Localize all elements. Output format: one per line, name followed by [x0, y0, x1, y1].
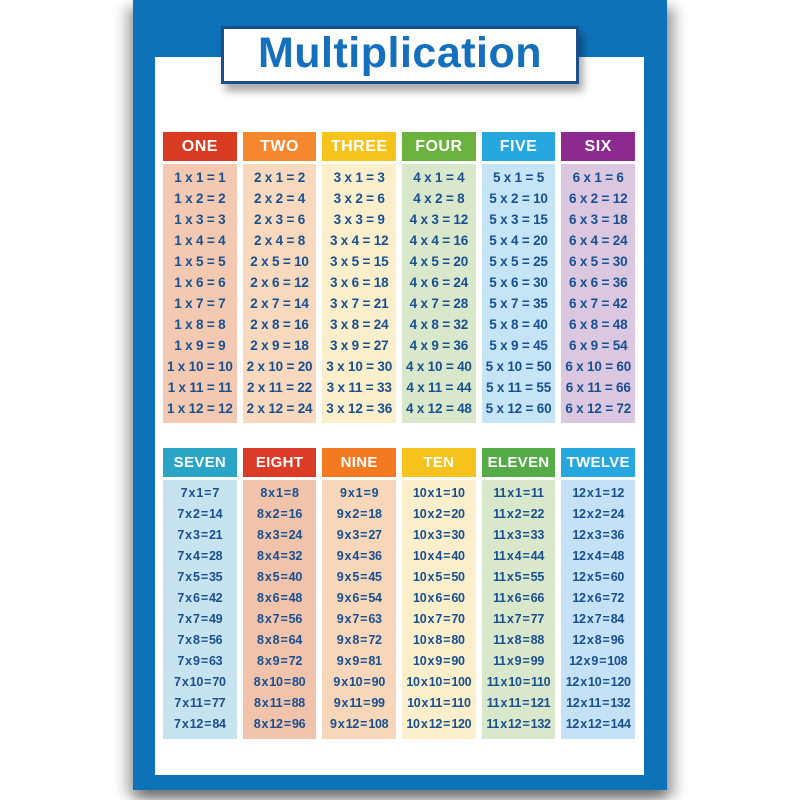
- column-body: [322, 480, 396, 739]
- equation-cell: 5 x 10 = 50: [485, 359, 552, 374]
- equation-cell: 4 x 2 = 8: [413, 191, 465, 206]
- equation-cell: 2 x 9 = 18: [250, 338, 309, 353]
- equation-cell: 12 x 12 = 144: [565, 717, 631, 731]
- equation-cell: 12 x 1 = 12: [572, 486, 624, 500]
- equation-cell: 10 x 6 = 60: [413, 591, 465, 605]
- column-body: [163, 164, 237, 423]
- equation-cell: 6 x 8 = 48: [568, 317, 628, 332]
- equation-cell: 9 x 9 = 81: [336, 654, 382, 668]
- equation-cell: 12 x 2 = 24: [572, 507, 624, 521]
- equation-cell: 10 x 5 = 50: [413, 570, 465, 584]
- equation-cell: 4 x 12 = 48: [405, 401, 472, 416]
- equation-cell: 10 x 2 = 20: [413, 507, 465, 521]
- equation-cell: 3 x 2 = 6: [333, 191, 385, 206]
- equation-cell: 9 x 11 = 99: [333, 696, 385, 710]
- equation-cell: 1 x 12 = 12: [166, 401, 233, 416]
- equation-cell: 12 x 8 = 96: [572, 633, 624, 647]
- column-header: EIGHT: [243, 448, 317, 477]
- column-body: [322, 164, 396, 423]
- equation-cell: 10 x 10 = 100: [406, 675, 472, 689]
- equation-cell: 12 x 4 = 48: [572, 549, 624, 563]
- column-body: [402, 480, 476, 739]
- equation-cell: 7 x 3 = 21: [177, 528, 223, 542]
- equation-cell: 1 x 8 = 8: [174, 317, 226, 332]
- equation-cell: 2 x 1 = 2: [253, 170, 306, 185]
- equation-cell: 8 x 8 = 64: [257, 633, 302, 647]
- equation-cell: 6 x 6 = 36: [568, 275, 628, 290]
- table-column-twelve: [561, 448, 635, 739]
- equation-cell: 8 x 10 = 80: [253, 675, 306, 689]
- equation-cell: 8 x 4 = 32: [257, 549, 302, 563]
- title-box: [221, 26, 579, 84]
- equation-cell: 8 x 6 = 48: [257, 591, 302, 605]
- table-grid-seven-to-twelve: [163, 448, 635, 739]
- equation-cell: 11 x 6 = 66: [493, 591, 544, 605]
- equation-cell: 1 x 7 = 7: [174, 296, 226, 311]
- equation-cell: 10 x 11 = 110: [407, 696, 471, 710]
- equation-cell: 1 x 11 = 11: [167, 380, 232, 395]
- equation-cell: 3 x 10 = 30: [326, 359, 393, 374]
- multiplication-poster: [133, 0, 667, 790]
- equation-cell: 5 x 12 = 60: [485, 401, 552, 416]
- equation-cell: 8 x 5 = 40: [257, 570, 302, 584]
- equation-cell: 5 x 1 = 5: [492, 170, 545, 185]
- equation-cell: 3 x 9 = 27: [329, 338, 389, 353]
- equation-cell: 1 x 9 = 9: [174, 338, 226, 353]
- equation-cell: 3 x 3 = 9: [333, 212, 385, 227]
- column-body: [561, 164, 635, 423]
- equation-cell: 4 x 10 = 40: [405, 359, 472, 374]
- equation-cell: 1 x 6 = 6: [174, 275, 226, 290]
- equation-cell: 6 x 12 = 72: [565, 401, 632, 416]
- equation-cell: 8 x 2 = 16: [257, 507, 302, 521]
- equation-cell: 7 x 2 = 14: [177, 507, 223, 521]
- equation-cell: 10 x 3 = 30: [413, 528, 465, 542]
- equation-cell: 10 x 1 = 10: [413, 486, 465, 500]
- equation-cell: 10 x 7 = 70: [413, 612, 465, 626]
- equation-cell: 3 x 4 = 12: [329, 233, 389, 248]
- equation-cell: 7 x 6 = 42: [177, 591, 223, 605]
- equation-cell: 8 x 9 = 72: [257, 654, 302, 668]
- equation-cell: 11 x 8 = 88: [493, 633, 544, 647]
- table-column-ten: [402, 448, 476, 739]
- equation-cell: 8 x 3 = 24: [257, 528, 302, 542]
- column-body: [402, 164, 476, 423]
- equation-cell: 4 x 1 = 4: [413, 170, 465, 185]
- equation-cell: 5 x 5 = 25: [489, 254, 548, 269]
- equation-cell: 5 x 11 = 55: [486, 380, 552, 395]
- equation-cell: 1 x 2 = 2: [174, 191, 226, 206]
- equation-cell: 6 x 10 = 60: [565, 359, 632, 374]
- equation-cell: 10 x 9 = 90: [413, 654, 465, 668]
- equation-cell: 4 x 7 = 28: [409, 296, 469, 311]
- equation-cell: 9 x 5 = 45: [336, 570, 382, 584]
- equation-cell: 2 x 10 = 20: [246, 359, 313, 374]
- column-header: SIX: [561, 132, 635, 161]
- equation-cell: 12 x 6 = 72: [572, 591, 624, 605]
- equation-cell: 4 x 5 = 20: [409, 254, 469, 269]
- equation-cell: 9 x 12 = 108: [330, 717, 389, 731]
- equation-cell: 9 x 3 = 27: [336, 528, 382, 542]
- equation-cell: 11 x 12 = 132: [486, 717, 551, 731]
- equation-cell: 12 x 7 = 84: [572, 612, 624, 626]
- equation-cell: 1 x 5 = 5: [174, 254, 226, 269]
- equation-cell: 6 x 9 = 54: [568, 338, 628, 353]
- equation-cell: 3 x 7 = 21: [329, 296, 389, 311]
- equation-cell: 9 x 2 = 18: [336, 507, 382, 521]
- table-grid-one-to-six: [163, 132, 635, 423]
- column-header: NINE: [322, 448, 396, 477]
- equation-cell: 7 x 5 = 35: [177, 570, 223, 584]
- column-header: TWO: [243, 132, 317, 161]
- equation-cell: 8 x 12 = 96: [253, 717, 306, 731]
- equation-cell: 1 x 3 = 3: [174, 212, 226, 227]
- column-body: [561, 480, 635, 739]
- equation-cell: 2 x 12 = 24: [246, 401, 313, 416]
- equation-cell: 4 x 9 = 36: [409, 338, 469, 353]
- column-header: FOUR: [402, 132, 476, 161]
- poster-title: Multiplication: [257, 29, 543, 77]
- equation-cell: 12 x 3 = 36: [572, 528, 624, 542]
- column-body: [163, 480, 237, 739]
- column-header: TEN: [402, 448, 476, 477]
- equation-cell: 10 x 12 = 120: [406, 717, 472, 731]
- equation-cell: 9 x 7 = 63: [336, 612, 382, 626]
- equation-cell: 6 x 11 = 66: [565, 380, 631, 395]
- equation-cell: 11 x 3 = 33: [493, 528, 544, 542]
- equation-cell: 5 x 4 = 20: [489, 233, 548, 248]
- equation-cell: 10 x 4 = 40: [413, 549, 465, 563]
- equation-cell: 7 x 9 = 63: [177, 654, 223, 668]
- table-column-four: [402, 132, 476, 423]
- equation-cell: 2 x 5 = 10: [250, 254, 309, 269]
- equation-cell: 3 x 8 = 24: [329, 317, 389, 332]
- equation-cell: 8 x 7 = 56: [257, 612, 302, 626]
- equation-cell: 7 x 10 = 70: [174, 675, 226, 689]
- equation-cell: 8 x 1 = 8: [260, 486, 299, 500]
- equation-cell: 8 x 11 = 88: [254, 696, 305, 710]
- table-column-eleven: [482, 448, 556, 739]
- equation-cell: 6 x 3 = 18: [568, 212, 628, 227]
- equation-cell: 7 x 11 = 77: [174, 696, 226, 710]
- equation-cell: 9 x 1 = 9: [340, 486, 379, 500]
- equation-cell: 5 x 6 = 30: [489, 275, 548, 290]
- equation-cell: 11 x 7 = 77: [493, 612, 544, 626]
- table-column-three: [322, 132, 396, 423]
- equation-cell: 5 x 9 = 45: [489, 338, 548, 353]
- equation-cell: 4 x 8 = 32: [409, 317, 469, 332]
- equation-cell: 3 x 1 = 3: [333, 170, 385, 185]
- equation-cell: 2 x 4 = 8: [253, 233, 306, 248]
- table-column-seven: [163, 448, 237, 739]
- table-column-five: [482, 132, 556, 423]
- equation-cell: 4 x 3 = 12: [409, 212, 469, 227]
- equation-cell: 3 x 5 = 15: [329, 254, 389, 269]
- table-column-one: [163, 132, 237, 423]
- equation-cell: 2 x 2 = 4: [253, 191, 306, 206]
- equation-cell: 11 x 1 = 11: [493, 486, 544, 500]
- equation-cell: 2 x 7 = 14: [250, 296, 309, 311]
- equation-cell: 7 x 4 = 28: [177, 549, 223, 563]
- equation-cell: 9 x 4 = 36: [336, 549, 382, 563]
- tables-content: [163, 132, 635, 739]
- equation-cell: 2 x 11 = 22: [247, 380, 312, 395]
- equation-cell: 6 x 1 = 6: [572, 170, 624, 185]
- equation-cell: 3 x 12 = 36: [326, 401, 393, 416]
- equation-cell: 9 x 10 = 90: [333, 675, 385, 689]
- equation-cell: 11 x 5 = 55: [493, 570, 544, 584]
- equation-cell: 5 x 7 = 35: [489, 296, 548, 311]
- column-body: [482, 164, 556, 423]
- equation-cell: 5 x 3 = 15: [489, 212, 548, 227]
- equation-cell: 7 x 12 = 84: [174, 717, 226, 731]
- table-column-nine: [322, 448, 396, 739]
- equation-cell: 1 x 1 = 1: [174, 170, 226, 185]
- equation-cell: 11 x 9 = 99: [493, 654, 544, 668]
- equation-cell: 2 x 3 = 6: [253, 212, 306, 227]
- column-body: [243, 480, 317, 739]
- column-body: [482, 480, 556, 739]
- equation-cell: 9 x 8 = 72: [336, 633, 382, 647]
- equation-cell: 7 x 7 = 49: [177, 612, 223, 626]
- equation-cell: 9 x 6 = 54: [336, 591, 382, 605]
- equation-cell: 3 x 11 = 33: [326, 380, 392, 395]
- equation-cell: 1 x 10 = 10: [166, 359, 233, 374]
- table-column-six: [561, 132, 635, 423]
- column-body: [243, 164, 317, 423]
- equation-cell: 12 x 9 = 108: [569, 654, 628, 668]
- equation-cell: 4 x 11 = 44: [406, 380, 472, 395]
- column-header: THREE: [322, 132, 396, 161]
- equation-cell: 11 x 4 = 44: [493, 549, 544, 563]
- column-header: ELEVEN: [482, 448, 556, 477]
- equation-cell: 4 x 4 = 16: [409, 233, 469, 248]
- equation-cell: 10 x 8 = 80: [413, 633, 465, 647]
- table-column-two: [243, 132, 317, 423]
- equation-cell: 6 x 2 = 12: [568, 191, 628, 206]
- equation-cell: 4 x 6 = 24: [409, 275, 469, 290]
- equation-cell: 2 x 8 = 16: [250, 317, 309, 332]
- equation-cell: 1 x 4 = 4: [174, 233, 226, 248]
- equation-cell: 5 x 8 = 40: [489, 317, 548, 332]
- table-column-eight: [243, 448, 317, 739]
- equation-cell: 5 x 2 = 10: [489, 191, 548, 206]
- column-header: SEVEN: [163, 448, 237, 477]
- equation-cell: 6 x 4 = 24: [568, 233, 628, 248]
- equation-cell: 3 x 6 = 18: [329, 275, 389, 290]
- equation-cell: 6 x 5 = 30: [568, 254, 628, 269]
- equation-cell: 7 x 1 = 7: [180, 486, 219, 500]
- equation-cell: 12 x 11 = 132: [566, 696, 631, 710]
- equation-cell: 11 x 11 = 121: [486, 696, 551, 710]
- equation-cell: 11 x 10 = 110: [486, 675, 551, 689]
- equation-cell: 11 x 2 = 22: [493, 507, 544, 521]
- equation-cell: 12 x 5 = 60: [572, 570, 624, 584]
- column-header: FIVE: [482, 132, 556, 161]
- equation-cell: 7 x 8 = 56: [177, 633, 223, 647]
- equation-cell: 6 x 7 = 42: [568, 296, 628, 311]
- equation-cell: 12 x 10 = 120: [565, 675, 631, 689]
- column-header: ONE: [163, 132, 237, 161]
- column-header: TWELVE: [561, 448, 635, 477]
- equation-cell: 2 x 6 = 12: [250, 275, 309, 290]
